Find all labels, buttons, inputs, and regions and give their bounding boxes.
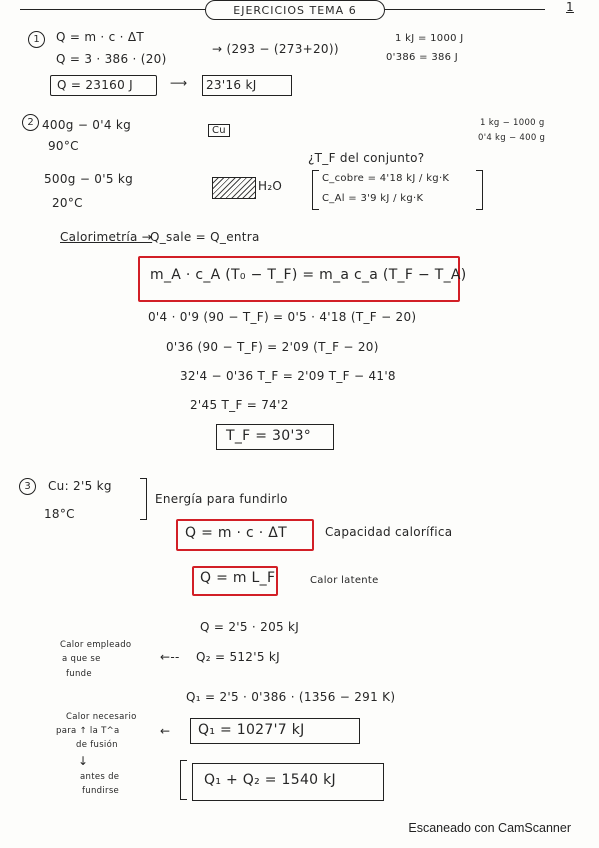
header-rule-right (385, 9, 545, 10)
ex2-step-2: 0'36 (90 − T_F) = 2'09 (T_F − 20) (166, 340, 379, 354)
ex2-water-container (212, 177, 256, 199)
ex2-body1-temp: 90°C (48, 139, 79, 153)
ex2-key-equation: m_A · c_A (T₀ − T_F) = m_a c_a (T_F − T_A) (150, 267, 467, 283)
ex3-heat-capacity-label: Capacidad calorífica (325, 525, 453, 539)
ex2-question: ¿T_F del conjunto? (308, 151, 425, 165)
ex3-note-before-melt-1: antes de (80, 772, 120, 782)
ex2-result: T_F = 30'3° (226, 428, 312, 444)
ex1-side-note-1: 1 kJ = 1000 J (395, 33, 464, 44)
ex3-note-heat-melt-1: Calor empleado (60, 640, 132, 650)
ex3-note-heat-needed-3: de fusión (76, 740, 118, 750)
ex1-arrow: ⟶ (170, 76, 188, 90)
ex2-water-label: H₂O (258, 179, 283, 193)
ex3-q1-result: Q₁ = 1027'7 kJ (198, 722, 305, 738)
ex3-heat-formula: Q = m · c · ΔT (185, 525, 288, 541)
ex3-q1-arrow: ← (160, 724, 171, 738)
ex3-temp: 18°C (44, 507, 75, 521)
ex3-q2-calc: Q = 2'5 · 205 kJ (200, 620, 300, 634)
ex3-bracket (140, 478, 147, 520)
ex2-body2-mass: 500g − 0'5 kg (44, 172, 134, 186)
ex3-note-heat-melt-3: funde (66, 669, 92, 679)
header-rule-left (20, 9, 205, 10)
ex3-note-heat-melt-2: a que se (62, 654, 101, 664)
ex2-body2-temp: 20°C (52, 196, 83, 210)
ex3-note-heat-needed-1: Calor necesario (66, 712, 137, 722)
ex3-latent-label: Calor latente (310, 575, 379, 586)
ex3-note-before-melt-2: fundirse (82, 786, 120, 796)
ex3-q2-result: Q₂ = 512'5 kJ (196, 650, 280, 664)
ex2-c-cobre: C_cobre = 4'18 kJ / kg·K (322, 173, 450, 184)
ex2-calorimetry-eq: Q_sale = Q_entra (150, 230, 260, 244)
ex3-energy-label: Energía para fundirlo (155, 492, 288, 506)
ex1-result-kj: 23'16 kJ (206, 78, 257, 92)
ex2-specific-heats-bracket-right (476, 170, 483, 210)
ex1-side-note-2: 0'386 = 386 J (386, 52, 459, 63)
ex1-annotation: → (293 − (273+20)) (212, 42, 339, 56)
page-title: EJERCICIOS TEMA 6 (205, 0, 385, 20)
ex3-latent-formula: Q = m L_F (200, 570, 276, 586)
ex2-calorimetry-label: Calorimetría → (60, 230, 153, 244)
ex2-body1-mass: 400g − 0'4 kg (42, 118, 132, 132)
ex3-mass: Cu: 2'5 kg (48, 479, 112, 493)
ex3-q1-calc: Q₁ = 2'5 · 0'386 · (1356 − 291 K) (186, 690, 396, 704)
ex2-side-note-1: 1 kg − 1000 g (480, 118, 545, 128)
ex2-side-note-2: 0'4 kg − 400 g (478, 133, 546, 143)
ex2-body1-label: Cu (208, 124, 230, 137)
exercise-1-number: 1 (28, 31, 45, 48)
ex2-step-1: 0'4 · 0'9 (90 − T_F) = 0'5 · 4'18 (T_F − 20) (148, 310, 417, 324)
page-number: 1 (566, 0, 574, 14)
ex3-total-bracket (180, 760, 187, 800)
ex2-step-3: 32'4 − 0'36 T_F = 2'09 T_F − 41'8 (180, 369, 396, 383)
ex3-total: Q₁ + Q₂ = 1540 kJ (204, 772, 336, 788)
exercise-3-number: 3 (19, 478, 36, 495)
exercise-2-number: 2 (22, 114, 39, 131)
ex2-step-4: 2'45 T_F = 74'2 (190, 398, 289, 412)
ex2-specific-heats-bracket-left (312, 170, 319, 210)
ex1-substitution: Q = 3 · 386 · (20) (56, 52, 167, 66)
scanner-watermark: Escaneado con CamScanner (408, 821, 571, 835)
ex2-c-agua: C_Al = 3'9 kJ / kg·K (322, 193, 424, 204)
ex1-result: Q = 23160 J (57, 78, 133, 92)
ex3-down-arrow: ↓ (78, 754, 89, 768)
ex3-note-heat-needed-2: para ↑ la T^a (56, 726, 120, 736)
ex3-q2-arrow: ←-- (160, 650, 180, 664)
ex1-formula: Q = m · c · ΔT (56, 30, 145, 44)
